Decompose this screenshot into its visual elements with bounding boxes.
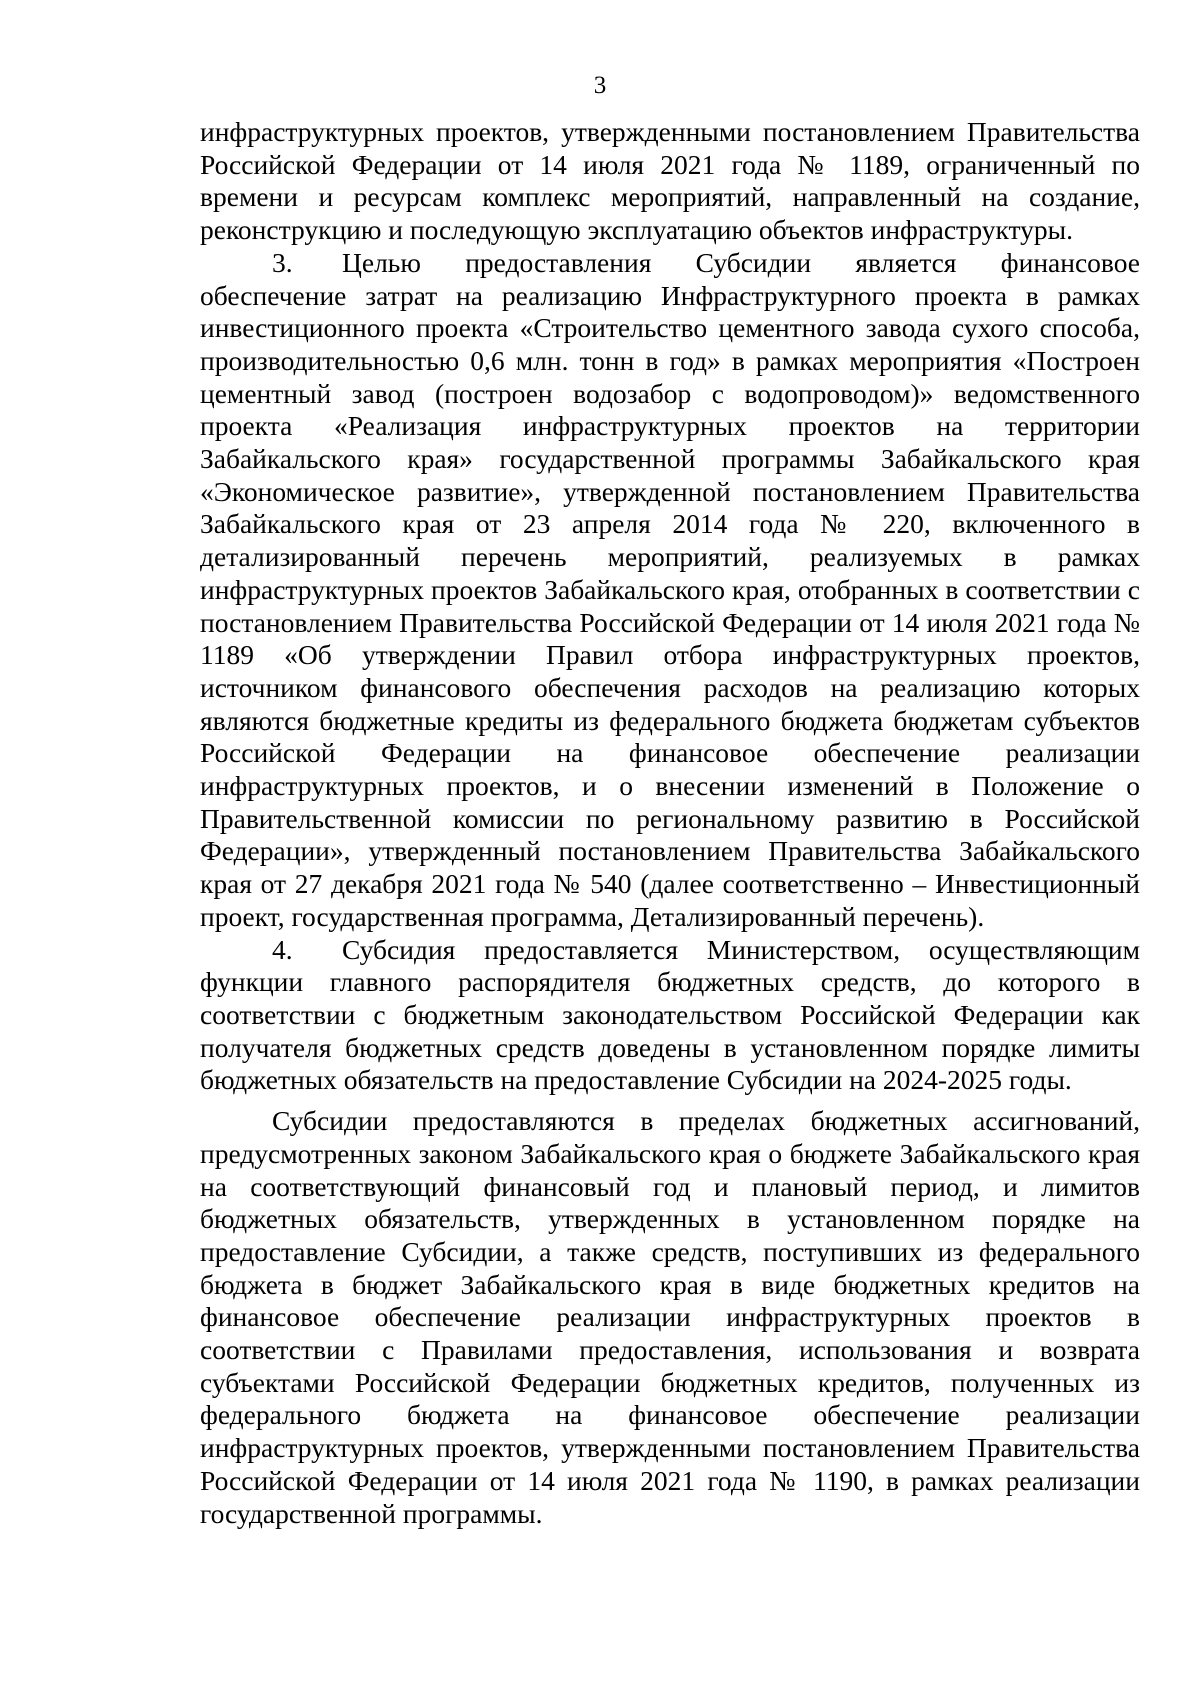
paragraph-text: инфраструктурных проектов, утвержденными постановлением Правительства Российской Федерации от 14 июля 2021 года № 1189, ограниченный по времени и ресурсам комплекс мероприятий, направленный на создание, реконструкцию и последующую эксплуатацию объектов инфраструктуры. (200, 116, 1140, 246)
page-number: 3 (593, 72, 607, 99)
paragraph-continuation (200, 116, 1140, 247)
document-body (200, 116, 1140, 1530)
paragraph-item-4 (200, 934, 1140, 1098)
paragraph-text: Целью предоставления Субсидии является финансовое обеспечение затрат на реализацию Инфраструктурного проекта в рамках инвестиционного проекта «Строительство цементного завода сухого способа, производительностью 0,6 млн. тонн в год» в рамках мероприятия «Построен цементный завод (построен водозабор с водопроводом)» ведомственного проекта «Реализация инфраструктурных проектов на территории Забайкальского края» государственной программы Забайкальского края «Экономическое развитие», утвержденной постановлением Правительства Забайкальского края от 23 апреля 2014 года № 220, включенного в детализированный перечень мероприятий, реализуемых в рамках инфраструктурных проектов Забайкальского края, отобранных в соответствии с постановлением Правительства Российской Федерации от 14 июля 2021 года № 1189 «Об утверждении Правил отбора инфраструктурных проектов, источником финансового обеспечения расходов на реализацию которых являются бюджетные кредиты из федерального бюджета бюджетам субъектов Российской Федерации на финансовое обеспечение реализации инфраструктурных проектов, и о внесении изменений в Положение о Правительственной комиссии по региональному развитию в Российской Федерации», утвержденный постановлением Правительства Забайкальского края от 27 декабря 2021 года № 540 (далее соответственно – Инвестиционный проект, государственная программа, Детализированный перечень). (200, 246, 1140, 932)
paragraph-item-3 (200, 247, 1140, 934)
paragraph-number: 4. (272, 933, 293, 965)
paragraph-text: Субсидии предоставляются в пределах бюджетных ассигнований, предусмотренных законом Забайкальского края о бюджете Забайкальского края на соответствующий финансовый год и плановый период, и лимитов бюджетных обязательств, утвержденных в установленном порядке на предоставление Субсидии, а также средств, поступивших из федерального бюджета в бюджет Забайкальского края в виде бюджетных кредитов на финансовое обеспечение реализации инфраструктурных проектов в соответствии с Правилами предоставления, использования и возврата субъектами Российской Федерации бюджетных кредитов, полученных из федерального бюджета на финансовое обеспечение реализации инфраструктурных проектов, утвержденными постановлением Правительства Российской Федерации от 14 июля 2021 года № 1190, в рамках реализации государственной программы. (200, 1105, 1140, 1529)
paragraph-subsidies (200, 1105, 1140, 1530)
paragraph-text: Субсидия предоставляется Министерством, осуществляющим функции главного распорядителя бюджетных средств, до которого в соответствии с бюджетным законодательством Российской Федерации как получателя бюджетных средств доведены в установленном порядке лимиты бюджетных обязательств на предоставление Субсидии на 2024-2025 годы. (200, 933, 1140, 1096)
paragraph-number: 3. (272, 246, 293, 278)
